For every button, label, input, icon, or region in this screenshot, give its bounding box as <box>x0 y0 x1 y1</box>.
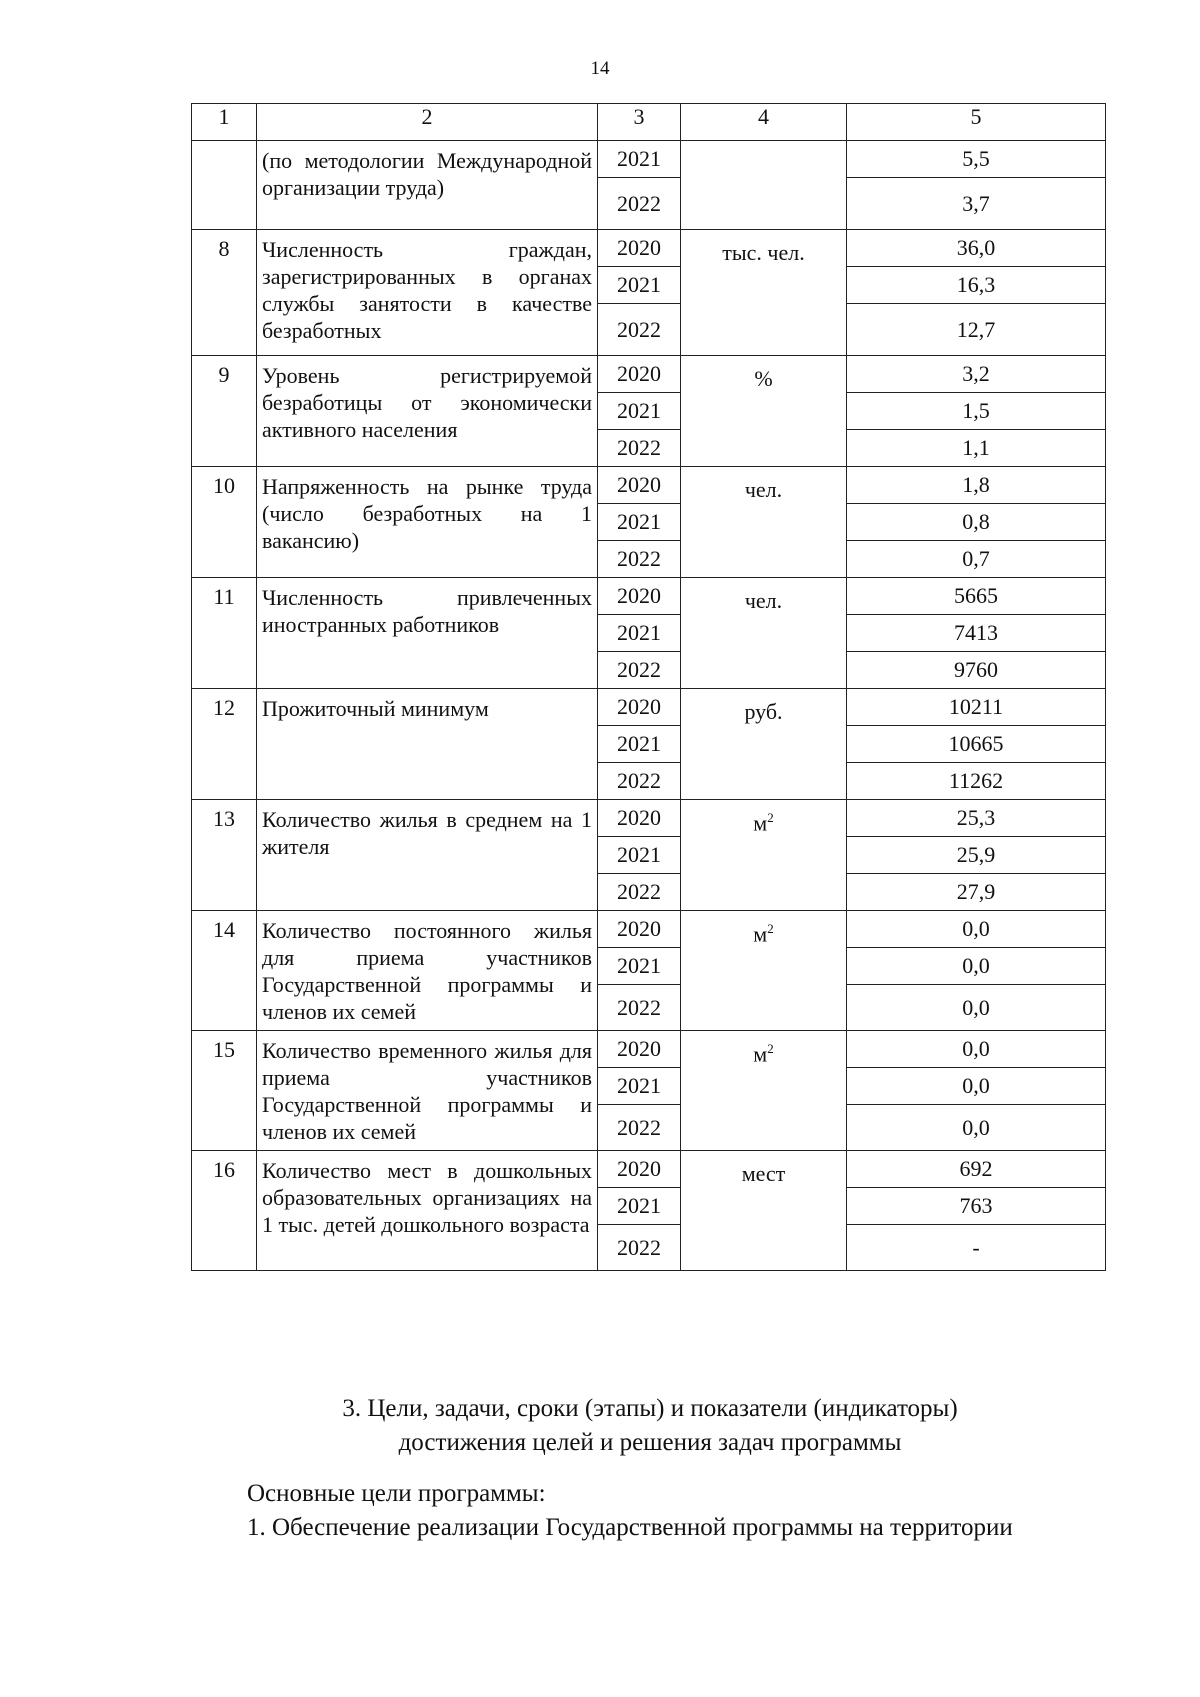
value-cell: 10665 <box>847 726 1106 763</box>
unit-label: мест <box>741 1161 786 1186</box>
value-cell: 16,3 <box>847 267 1106 304</box>
row-number <box>192 141 257 230</box>
indicator-name: Уровень регистрируемой безработицы от экономически активного населения <box>257 356 598 467</box>
year-cell: 2021 <box>598 1188 681 1225</box>
table-row <box>192 1031 1106 1068</box>
year-cell: 2022 <box>598 985 681 1031</box>
year-cell: 2022 <box>598 763 681 800</box>
year-cell: 2020 <box>598 689 681 726</box>
indicator-name: Количество мест в дошкольных образовательных организациях на 1 тыс. детей дошкольного возраста <box>257 1151 598 1271</box>
value-cell: 5,5 <box>847 141 1106 178</box>
value-cell: 1,1 <box>847 430 1106 467</box>
value-cell: 0,7 <box>847 541 1106 578</box>
value-cell: 25,3 <box>847 800 1106 837</box>
unit-cell <box>681 689 847 800</box>
row-number: 16 <box>192 1151 257 1271</box>
year-cell: 2021 <box>598 837 681 874</box>
row-number: 11 <box>192 578 257 689</box>
column-header: 4 <box>681 104 847 141</box>
indicator-name: Количество постоянного жилья для приема участников Государственной программы и членов их семей <box>257 911 598 1031</box>
year-cell: 2022 <box>598 304 681 356</box>
value-cell: 10211 <box>847 689 1106 726</box>
year-cell: 2022 <box>598 1105 681 1151</box>
section-heading-line: 3. Цели, задачи, сроки (этапы) и показатели (индикаторы) <box>342 1395 958 1422</box>
value-cell: 3,7 <box>847 178 1106 230</box>
row-number: 13 <box>192 800 257 911</box>
unit-cell <box>681 1031 847 1151</box>
year-cell: 2021 <box>598 393 681 430</box>
value-cell: 0,0 <box>847 1031 1106 1068</box>
year-cell: 2020 <box>598 800 681 837</box>
table-row <box>192 800 1106 837</box>
year-cell: 2022 <box>598 178 681 230</box>
year-cell: 2022 <box>598 541 681 578</box>
value-cell: 27,9 <box>847 874 1106 911</box>
value-cell: 1,5 <box>847 393 1106 430</box>
section-heading-line: достижения целей и решения задач программы <box>398 1429 902 1456</box>
value-cell: 12,7 <box>847 304 1106 356</box>
goal-item: 1. Обеспечение реализации Государственной программы на территории <box>247 1514 1013 1541</box>
value-cell: 36,0 <box>847 230 1106 267</box>
indicator-name: (по методологии Международной организации труда) <box>257 141 598 230</box>
year-cell: 2020 <box>598 1151 681 1188</box>
page-number: 14 <box>590 58 610 79</box>
column-header: 1 <box>192 104 257 141</box>
unit-label: руб. <box>744 699 783 724</box>
unit-superscript: 2 <box>767 921 774 936</box>
unit-label: м <box>753 810 768 836</box>
unit-label: м <box>753 1041 768 1067</box>
indicator-name: Численность привлеченных иностранных работников <box>257 578 598 689</box>
table-header-row <box>192 104 1106 141</box>
table-row <box>192 911 1106 948</box>
value-cell: - <box>847 1225 1106 1271</box>
unit-label: м <box>753 921 768 947</box>
table-row <box>192 1151 1106 1188</box>
value-cell: 692 <box>847 1151 1106 1188</box>
year-cell: 2021 <box>598 726 681 763</box>
year-cell: 2021 <box>598 948 681 985</box>
row-number: 9 <box>192 356 257 467</box>
unit-superscript: 2 <box>767 1041 774 1056</box>
unit-cell <box>681 911 847 1031</box>
year-cell: 2022 <box>598 652 681 689</box>
unit-cell <box>681 356 847 467</box>
year-cell: 2021 <box>598 1068 681 1105</box>
indicators-table <box>191 103 1106 1271</box>
year-cell: 2020 <box>598 230 681 267</box>
row-number: 8 <box>192 230 257 356</box>
value-cell: 0,8 <box>847 504 1106 541</box>
value-cell: 0,0 <box>847 1068 1106 1105</box>
year-cell: 2021 <box>598 267 681 304</box>
year-cell: 2021 <box>598 504 681 541</box>
value-cell: 1,8 <box>847 467 1106 504</box>
indicator-name: Количество жилья в среднем на 1 жителя <box>257 800 598 911</box>
unit-superscript: 2 <box>767 810 774 825</box>
year-cell: 2021 <box>598 141 681 178</box>
table-row <box>192 467 1106 504</box>
value-cell: 0,0 <box>847 1105 1106 1151</box>
value-cell: 9760 <box>847 652 1106 689</box>
table-row <box>192 689 1106 726</box>
unit-cell <box>681 578 847 689</box>
indicator-name: Численность граждан, зарегистрированных в органах службы занятости в качестве безработных <box>257 230 598 356</box>
indicator-name: Напряженность на рынке труда (число безработных на 1 вакансию) <box>257 467 598 578</box>
value-cell: 763 <box>847 1188 1106 1225</box>
table-row <box>192 578 1106 615</box>
goals-intro: Основные цели программы: <box>247 1480 546 1507</box>
unit-cell <box>681 800 847 911</box>
row-number: 10 <box>192 467 257 578</box>
indicator-name: Прожиточный минимум <box>257 689 598 800</box>
year-cell: 2020 <box>598 467 681 504</box>
indicator-name: Количество временного жилья для приема участников Государственной программы и членов их семей <box>257 1031 598 1151</box>
unit-cell <box>681 141 847 230</box>
table-row <box>192 141 1106 178</box>
table-row <box>192 230 1106 267</box>
unit-cell <box>681 230 847 356</box>
year-cell: 2022 <box>598 1225 681 1271</box>
unit-label: % <box>754 366 773 391</box>
year-cell: 2020 <box>598 1031 681 1068</box>
unit-label: чел. <box>744 477 783 502</box>
column-header: 3 <box>598 104 681 141</box>
row-number: 15 <box>192 1031 257 1151</box>
value-cell: 7413 <box>847 615 1106 652</box>
section-heading <box>190 1392 1110 1460</box>
unit-cell <box>681 1151 847 1271</box>
value-cell: 0,0 <box>847 911 1106 948</box>
year-cell: 2021 <box>598 615 681 652</box>
year-cell: 2022 <box>598 874 681 911</box>
unit-cell <box>681 467 847 578</box>
value-cell: 5665 <box>847 578 1106 615</box>
value-cell: 3,2 <box>847 356 1106 393</box>
unit-label: тыс. чел. <box>722 240 805 265</box>
column-header: 5 <box>847 104 1106 141</box>
year-cell: 2020 <box>598 911 681 948</box>
year-cell: 2020 <box>598 356 681 393</box>
value-cell: 25,9 <box>847 837 1106 874</box>
table-row <box>192 356 1106 393</box>
unit-label: чел. <box>744 588 783 613</box>
column-header: 2 <box>257 104 598 141</box>
value-cell: 0,0 <box>847 985 1106 1031</box>
row-number: 12 <box>192 689 257 800</box>
value-cell: 0,0 <box>847 948 1106 985</box>
row-number: 14 <box>192 911 257 1031</box>
year-cell: 2022 <box>598 430 681 467</box>
value-cell: 11262 <box>847 763 1106 800</box>
year-cell: 2020 <box>598 578 681 615</box>
